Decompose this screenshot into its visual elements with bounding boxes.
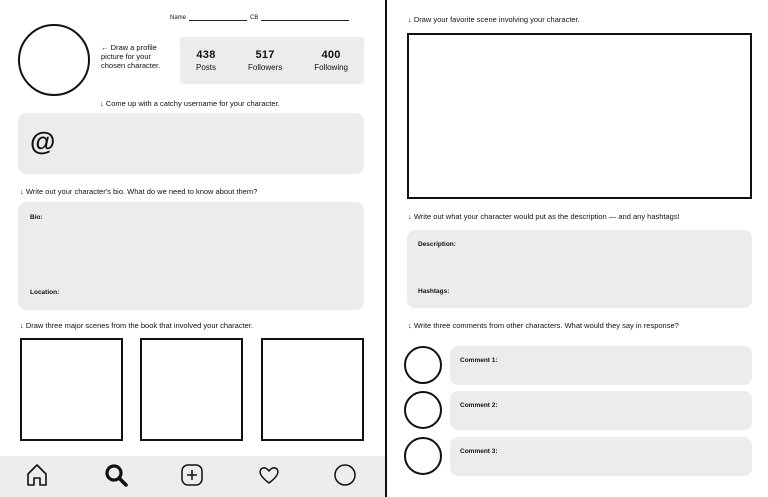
location-label: Location: — [30, 289, 60, 296]
username-box[interactable] — [18, 113, 364, 174]
page-divider — [385, 0, 387, 497]
profile-stats — [180, 37, 364, 84]
at-symbol: @ — [30, 126, 56, 156]
stat-value: 517 — [255, 49, 275, 61]
bio-prompt: ↓ Write out your character's bio. What do we need to know about them? — [20, 187, 258, 196]
comment-box-3[interactable] — [450, 437, 752, 476]
name-cb-line — [170, 14, 349, 21]
description-prompt: ↓ Write out what your character would put as the description — and any hashtags! — [408, 212, 680, 221]
stat-followers — [248, 49, 282, 72]
stat-value: 400 — [321, 49, 341, 61]
add-post-icon[interactable] — [179, 462, 205, 488]
stat-label: Followers — [247, 63, 283, 72]
scene-box-2[interactable] — [140, 338, 243, 441]
stat-posts — [196, 49, 216, 72]
comments-prompt: ↓ Write three comments from other characters. What would they say in response? — [408, 321, 679, 330]
stat-value: 438 — [196, 49, 216, 61]
scene-box-3[interactable] — [261, 338, 364, 441]
name-label: Name — [170, 15, 187, 21]
comment-box-2[interactable] — [450, 391, 752, 430]
search-icon[interactable] — [103, 462, 129, 488]
cb-label: CB — [250, 15, 259, 21]
home-icon[interactable] — [25, 462, 49, 488]
comment-label: Comment 3: — [460, 448, 498, 455]
profile-icon[interactable] — [332, 462, 358, 488]
commenter-avatar-1[interactable] — [404, 346, 442, 384]
stat-label: Posts — [195, 63, 216, 72]
stat-label: Following — [314, 63, 348, 72]
description-label: Description: — [418, 241, 456, 248]
profile-picture-circle[interactable] — [18, 24, 90, 96]
favorite-scene-prompt: ↓ Draw your favorite scene involving your character. — [408, 15, 580, 24]
description-box[interactable] — [407, 230, 752, 308]
comment-box-1[interactable] — [450, 346, 752, 385]
name-blank[interactable] — [189, 14, 247, 21]
scenes-prompt: ↓ Draw three major scenes from the book that involved your character. — [20, 321, 254, 330]
scene-box-1[interactable] — [20, 338, 123, 441]
hashtags-label: Hashtags: — [418, 288, 450, 295]
commenter-avatar-3[interactable] — [404, 437, 442, 475]
favorite-scene-box[interactable] — [407, 33, 752, 199]
comment-label: Comment 2: — [460, 402, 498, 409]
heart-icon[interactable] — [256, 462, 282, 488]
bio-box[interactable] — [18, 202, 364, 310]
stat-following — [314, 49, 348, 72]
bio-label: Bio: — [30, 214, 43, 221]
comment-label: Comment 1: — [460, 357, 498, 364]
profile-hint: ← Draw a profile picture for your chosen character. — [101, 43, 161, 70]
commenter-avatar-2[interactable] — [404, 391, 442, 429]
cb-blank[interactable] — [261, 14, 349, 21]
username-prompt: ↓ Come up with a catchy username for your character. — [100, 99, 280, 108]
